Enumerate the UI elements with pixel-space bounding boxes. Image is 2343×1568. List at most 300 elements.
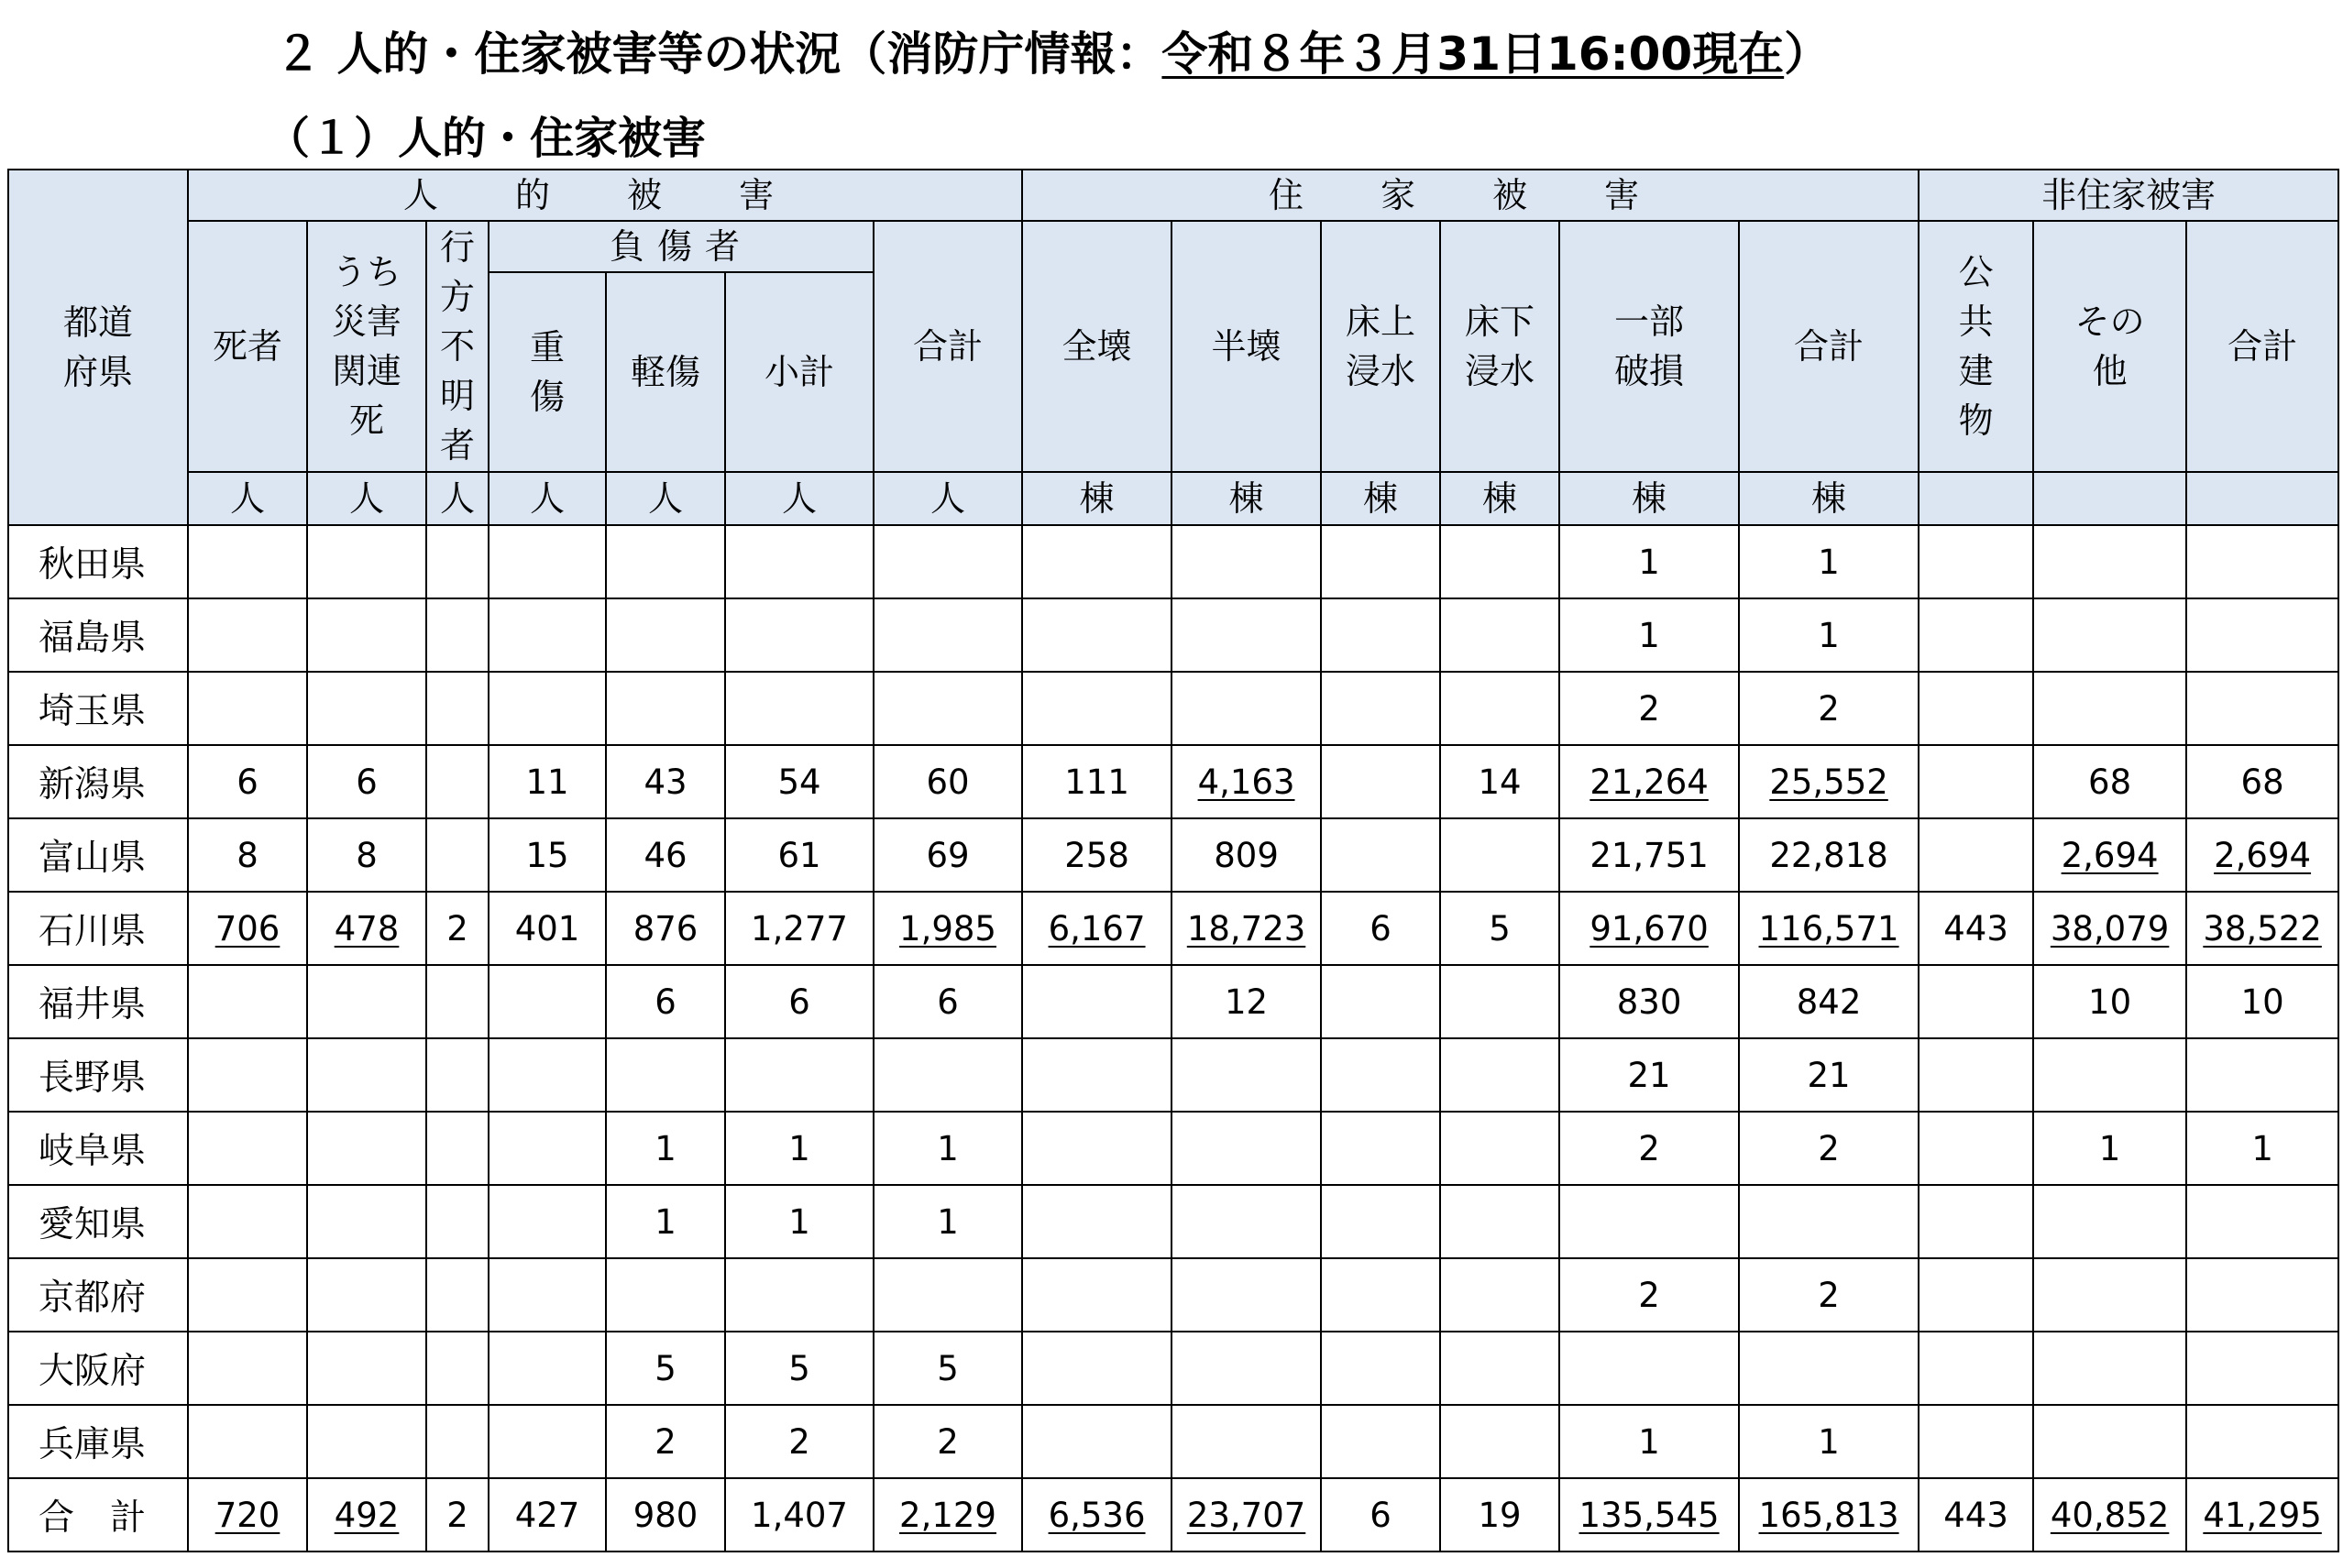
table-cell bbox=[489, 525, 606, 598]
cell-value: 6 bbox=[1370, 908, 1392, 948]
table-cell bbox=[1559, 1258, 1739, 1332]
table-row bbox=[8, 1112, 2338, 1185]
cell-value: 46 bbox=[644, 835, 688, 875]
table-cell bbox=[1321, 965, 1440, 1038]
table-cell bbox=[606, 598, 725, 672]
table-cell bbox=[426, 525, 489, 598]
table-cell bbox=[1919, 1478, 2033, 1552]
table-cell bbox=[188, 1185, 307, 1258]
cell-value: 2 bbox=[1638, 1128, 1660, 1168]
cell-value: 2 bbox=[446, 908, 468, 948]
table-row bbox=[8, 1332, 2338, 1405]
table-cell bbox=[725, 598, 874, 672]
cell-value: 2 bbox=[1638, 688, 1660, 729]
table-cell bbox=[874, 1478, 1022, 1552]
table-cell bbox=[606, 1405, 725, 1478]
cell-value: 111 bbox=[1064, 762, 1129, 802]
cell-value: 43 bbox=[644, 762, 688, 802]
table-row bbox=[8, 965, 2338, 1038]
table-cell bbox=[2186, 818, 2338, 892]
table-cell bbox=[606, 1112, 725, 1185]
header-above-floor-flood: 床上 浸水 bbox=[1321, 221, 1440, 472]
table-cell bbox=[1739, 1258, 1919, 1332]
cell-value: 830 bbox=[1616, 981, 1682, 1022]
table-cell bbox=[725, 1332, 874, 1405]
prefecture-name: 石川県 bbox=[8, 892, 188, 965]
table-cell bbox=[606, 1258, 725, 1332]
cell-value: 68 bbox=[2240, 762, 2284, 802]
unit-cell: 人 bbox=[725, 472, 874, 525]
table-cell bbox=[1321, 818, 1440, 892]
unit-row bbox=[8, 472, 2338, 525]
header-subtotal: 小計 bbox=[725, 272, 874, 472]
table-cell bbox=[725, 1478, 874, 1552]
table-cell bbox=[1022, 672, 1172, 745]
table-cell bbox=[307, 892, 426, 965]
cell-value: 38,522 bbox=[2203, 908, 2322, 948]
table-cell bbox=[307, 1405, 426, 1478]
table-cell bbox=[725, 745, 874, 818]
table-cell bbox=[874, 1405, 1022, 1478]
table-cell bbox=[307, 1478, 426, 1552]
header-below-floor-flood: 床下 浸水 bbox=[1440, 221, 1559, 472]
cell-value: 1,277 bbox=[751, 908, 848, 948]
title-date: 令和８年３月31日16:00現在 bbox=[1161, 27, 1785, 81]
cell-value: 4,163 bbox=[1197, 762, 1295, 802]
table-cell bbox=[725, 965, 874, 1038]
table-row bbox=[8, 818, 2338, 892]
table-cell bbox=[2033, 1258, 2186, 1332]
cell-value: 21,751 bbox=[1590, 835, 1709, 875]
total-row bbox=[8, 1478, 2338, 1552]
cell-value: 61 bbox=[777, 835, 821, 875]
unit-cell: 人 bbox=[188, 472, 307, 525]
cell-value: 69 bbox=[926, 835, 970, 875]
cell-value: 25,552 bbox=[1769, 762, 1888, 802]
table-cell bbox=[489, 818, 606, 892]
table-row bbox=[8, 1405, 2338, 1478]
table-cell bbox=[1172, 672, 1321, 745]
table-cell bbox=[1559, 818, 1739, 892]
title-suffix: ） bbox=[1784, 27, 1831, 81]
cell-value: 40,852 bbox=[2050, 1495, 2170, 1535]
table-cell bbox=[489, 745, 606, 818]
table-cell bbox=[1022, 818, 1172, 892]
table-cell bbox=[1022, 892, 1172, 965]
unit-cell: 棟 bbox=[1559, 472, 1739, 525]
table-cell bbox=[606, 1478, 725, 1552]
table-cell bbox=[1022, 745, 1172, 818]
unit-cell: 棟 bbox=[1172, 472, 1321, 525]
cell-value: 18,723 bbox=[1186, 908, 1306, 948]
table-cell bbox=[1739, 672, 1919, 745]
table-row bbox=[8, 1185, 2338, 1258]
table-cell bbox=[1919, 525, 2033, 598]
header-nonres-total: 合計 bbox=[2186, 221, 2338, 472]
table-cell bbox=[1321, 1332, 1440, 1405]
table-cell bbox=[2186, 1038, 2338, 1112]
table-cell bbox=[874, 1258, 1022, 1332]
table-cell bbox=[1440, 672, 1559, 745]
header-minor: 軽傷 bbox=[606, 272, 725, 472]
table-cell bbox=[606, 818, 725, 892]
cell-value: 1 bbox=[1818, 542, 1840, 582]
table-cell bbox=[1022, 1332, 1172, 1405]
table-cell bbox=[874, 1038, 1022, 1112]
cell-value: 38,079 bbox=[2050, 908, 2170, 948]
table-cell bbox=[1321, 1405, 1440, 1478]
cell-value: 60 bbox=[926, 762, 970, 802]
table-cell bbox=[1919, 1258, 2033, 1332]
table-cell bbox=[1321, 745, 1440, 818]
table-cell bbox=[2033, 745, 2186, 818]
table-cell bbox=[188, 745, 307, 818]
table-cell bbox=[1172, 1185, 1321, 1258]
table-row bbox=[8, 745, 2338, 818]
cell-value: 5 bbox=[654, 1348, 676, 1388]
header-house-damage: 住 家 被 害 bbox=[1022, 170, 1919, 221]
table-header bbox=[8, 170, 2338, 525]
table-cell bbox=[1440, 1258, 1559, 1332]
table-row bbox=[8, 1258, 2338, 1332]
cell-value: 135,545 bbox=[1578, 1495, 1720, 1535]
cell-value: 10 bbox=[2088, 981, 2132, 1022]
table-cell bbox=[489, 1258, 606, 1332]
header-human-total: 合計 bbox=[874, 221, 1022, 472]
table-cell bbox=[606, 1038, 725, 1112]
table-cell bbox=[1321, 1112, 1440, 1185]
cell-value: 6 bbox=[236, 762, 258, 802]
table-cell bbox=[489, 1038, 606, 1112]
table-cell bbox=[1739, 1038, 1919, 1112]
table-cell bbox=[606, 1185, 725, 1258]
table-cell bbox=[1022, 525, 1172, 598]
cell-value: 1 bbox=[1818, 1421, 1840, 1462]
table-cell bbox=[606, 525, 725, 598]
cell-value: 11 bbox=[525, 762, 569, 802]
table-cell bbox=[1172, 1038, 1321, 1112]
cell-value: 2,694 bbox=[2061, 835, 2159, 875]
table-cell bbox=[1440, 1405, 1559, 1478]
table-cell bbox=[426, 1332, 489, 1405]
unit-cell bbox=[2033, 472, 2186, 525]
cell-value: 2,694 bbox=[2214, 835, 2312, 875]
cell-value: 12 bbox=[1225, 981, 1269, 1022]
table-cell bbox=[725, 1405, 874, 1478]
unit-cell bbox=[1919, 472, 2033, 525]
header-total-collapse: 全壊 bbox=[1022, 221, 1172, 472]
prefecture-name: 岐阜県 bbox=[8, 1112, 188, 1185]
cell-value: 1 bbox=[937, 1128, 959, 1168]
table-cell bbox=[2033, 965, 2186, 1038]
table-cell bbox=[2186, 1478, 2338, 1552]
table-cell bbox=[1440, 818, 1559, 892]
table-cell bbox=[1559, 672, 1739, 745]
table-cell bbox=[1022, 1478, 1172, 1552]
table-row bbox=[8, 892, 2338, 965]
table-cell bbox=[188, 818, 307, 892]
unit-cell: 棟 bbox=[1321, 472, 1440, 525]
table-cell bbox=[426, 965, 489, 1038]
cell-value: 21 bbox=[1627, 1055, 1671, 1095]
unit-cell: 人 bbox=[874, 472, 1022, 525]
table-cell bbox=[426, 598, 489, 672]
table-cell bbox=[1440, 1478, 1559, 1552]
table-cell bbox=[489, 1185, 606, 1258]
table-cell bbox=[1321, 1258, 1440, 1332]
cell-value: 492 bbox=[334, 1495, 400, 1535]
header-other: その 他 bbox=[2033, 221, 2186, 472]
cell-value: 809 bbox=[1214, 835, 1279, 875]
table-cell bbox=[874, 672, 1022, 745]
table-cell bbox=[188, 1405, 307, 1478]
table-row bbox=[8, 525, 2338, 598]
cell-value: 19 bbox=[1478, 1495, 1522, 1535]
cell-value: 401 bbox=[514, 908, 580, 948]
cell-value: 1 bbox=[2098, 1128, 2121, 1168]
table-cell bbox=[1321, 525, 1440, 598]
table-cell bbox=[2033, 1478, 2186, 1552]
cell-value: 15 bbox=[525, 835, 569, 875]
cell-value: 23,707 bbox=[1186, 1495, 1306, 1535]
table-cell bbox=[1172, 1258, 1321, 1332]
cell-value: 21,264 bbox=[1590, 762, 1709, 802]
table-cell bbox=[1022, 1258, 1172, 1332]
cell-value: 1 bbox=[1818, 615, 1840, 655]
table-cell bbox=[1559, 745, 1739, 818]
cell-value: 1 bbox=[1638, 1421, 1660, 1462]
table-cell bbox=[874, 1185, 1022, 1258]
table-cell bbox=[2186, 965, 2338, 1038]
table-cell bbox=[489, 598, 606, 672]
cell-value: 2 bbox=[937, 1421, 959, 1462]
table-cell bbox=[1919, 965, 2033, 1038]
cell-value: 6 bbox=[356, 762, 378, 802]
table-cell bbox=[426, 1258, 489, 1332]
unit-cell bbox=[2186, 472, 2338, 525]
table-cell bbox=[725, 1185, 874, 1258]
table-cell bbox=[1321, 598, 1440, 672]
table-cell bbox=[2033, 1112, 2186, 1185]
table-row bbox=[8, 598, 2338, 672]
table-cell bbox=[307, 745, 426, 818]
cell-value: 21 bbox=[1807, 1055, 1851, 1095]
table-cell bbox=[426, 1112, 489, 1185]
table-row bbox=[8, 1038, 2338, 1112]
cell-value: 842 bbox=[1796, 981, 1862, 1022]
table-cell bbox=[1022, 1038, 1172, 1112]
unit-cell: 人 bbox=[307, 472, 426, 525]
unit-cell: 人 bbox=[426, 472, 489, 525]
table-cell bbox=[725, 1112, 874, 1185]
table-cell bbox=[188, 892, 307, 965]
cell-value: 2 bbox=[654, 1421, 676, 1462]
table-cell bbox=[1321, 1478, 1440, 1552]
table-cell bbox=[188, 1258, 307, 1332]
table-cell bbox=[1739, 1478, 1919, 1552]
table-cell bbox=[1022, 1405, 1172, 1478]
table-cell bbox=[2033, 525, 2186, 598]
table-cell bbox=[426, 672, 489, 745]
table-cell bbox=[606, 672, 725, 745]
cell-value: 22,818 bbox=[1769, 835, 1888, 875]
prefecture-name: 愛知県 bbox=[8, 1185, 188, 1258]
table-cell bbox=[489, 1405, 606, 1478]
table-cell bbox=[1739, 1405, 1919, 1478]
table-cell bbox=[307, 1185, 426, 1258]
prefecture-name: 福井県 bbox=[8, 965, 188, 1038]
table-cell bbox=[1559, 598, 1739, 672]
cell-value: 876 bbox=[632, 908, 698, 948]
table-cell bbox=[1739, 525, 1919, 598]
prefecture-name: 京都府 bbox=[8, 1258, 188, 1332]
table-cell bbox=[307, 1112, 426, 1185]
cell-value: 2 bbox=[788, 1421, 810, 1462]
table-cell bbox=[188, 965, 307, 1038]
header-nonresidential-damage: 非住家被害 bbox=[1919, 170, 2338, 221]
title-prefix: ２ 人的・住家被害等の状況（消防庁情報： bbox=[275, 27, 1162, 81]
cell-value: 2,129 bbox=[899, 1495, 996, 1535]
table-cell bbox=[307, 598, 426, 672]
table-cell bbox=[1919, 1332, 2033, 1405]
prefecture-name: 福島県 bbox=[8, 598, 188, 672]
table-cell bbox=[1559, 965, 1739, 1038]
cell-value: 1,407 bbox=[751, 1495, 848, 1535]
table-cell bbox=[307, 672, 426, 745]
cell-value: 2 bbox=[1818, 1275, 1840, 1315]
header-house-total: 合計 bbox=[1739, 221, 1919, 472]
table-cell bbox=[1022, 1112, 1172, 1185]
header-serious: 重 傷 bbox=[489, 272, 606, 472]
table-cell bbox=[489, 1478, 606, 1552]
table-cell bbox=[1739, 745, 1919, 818]
table-cell bbox=[426, 1038, 489, 1112]
table-cell bbox=[874, 1112, 1022, 1185]
table-cell bbox=[1559, 1332, 1739, 1405]
table-cell bbox=[1172, 1405, 1321, 1478]
table-cell bbox=[1172, 818, 1321, 892]
table-cell bbox=[1919, 598, 2033, 672]
prefecture-name: 新潟県 bbox=[8, 745, 188, 818]
prefecture-name: 兵庫県 bbox=[8, 1405, 188, 1478]
table-cell bbox=[426, 1478, 489, 1552]
prefecture-name: 埼玉県 bbox=[8, 672, 188, 745]
table-cell bbox=[2186, 1332, 2338, 1405]
table-cell bbox=[489, 892, 606, 965]
cell-value: 2 bbox=[1818, 688, 1840, 729]
table-cell bbox=[2186, 1405, 2338, 1478]
cell-value: 1 bbox=[788, 1128, 810, 1168]
table-cell bbox=[1440, 1185, 1559, 1258]
table-cell bbox=[606, 892, 725, 965]
table-cell bbox=[426, 1185, 489, 1258]
table-cell bbox=[188, 598, 307, 672]
cell-value: 1 bbox=[2251, 1128, 2273, 1168]
table-cell bbox=[1321, 672, 1440, 745]
cell-value: 5 bbox=[1489, 908, 1511, 948]
cell-value: 2 bbox=[446, 1495, 468, 1535]
cell-value: 6 bbox=[654, 981, 676, 1022]
table-cell bbox=[307, 1258, 426, 1332]
table-cell bbox=[188, 672, 307, 745]
cell-value: 6 bbox=[1370, 1495, 1392, 1535]
section-subtitle: （１）人的・住家被害 bbox=[266, 113, 707, 164]
table-cell bbox=[1321, 1038, 1440, 1112]
cell-value: 91,670 bbox=[1590, 908, 1709, 948]
cell-value: 6,536 bbox=[1048, 1495, 1146, 1535]
table-cell bbox=[188, 1478, 307, 1552]
cell-value: 41,295 bbox=[2203, 1495, 2322, 1535]
cell-value: 258 bbox=[1064, 835, 1129, 875]
table-cell bbox=[2186, 1112, 2338, 1185]
table-cell bbox=[1559, 1478, 1739, 1552]
table-cell bbox=[1919, 818, 2033, 892]
cell-value: 6 bbox=[788, 981, 810, 1022]
table-cell bbox=[606, 1332, 725, 1405]
cell-value: 6,167 bbox=[1048, 908, 1146, 948]
table-cell bbox=[1440, 892, 1559, 965]
header-half-collapse: 半壊 bbox=[1172, 221, 1321, 472]
cell-value: 1 bbox=[788, 1201, 810, 1242]
table-cell bbox=[307, 965, 426, 1038]
cell-value: 1 bbox=[1638, 615, 1660, 655]
table-cell bbox=[874, 598, 1022, 672]
cell-value: 1 bbox=[1638, 542, 1660, 582]
table-cell bbox=[1739, 598, 1919, 672]
table-cell bbox=[1739, 965, 1919, 1038]
page-title bbox=[275, 20, 1830, 88]
cell-value: 165,813 bbox=[1758, 1495, 1899, 1535]
header-disaster-related: うち 災害 関連 死 bbox=[307, 221, 426, 472]
table-cell bbox=[1919, 745, 2033, 818]
table-cell bbox=[489, 965, 606, 1038]
table-cell bbox=[1172, 745, 1321, 818]
table-cell bbox=[725, 1038, 874, 1112]
table-cell bbox=[1440, 598, 1559, 672]
header-dead: 死者 bbox=[188, 221, 307, 472]
table-cell bbox=[606, 745, 725, 818]
cell-value: 2 bbox=[1818, 1128, 1840, 1168]
header-missing: 行 方 不 明 者 bbox=[426, 221, 489, 472]
table-cell bbox=[2033, 892, 2186, 965]
table-cell bbox=[489, 1332, 606, 1405]
table-cell bbox=[874, 818, 1022, 892]
header-partial-damage: 一部 破損 bbox=[1559, 221, 1739, 472]
cell-value: 1,985 bbox=[899, 908, 996, 948]
table-cell bbox=[426, 1405, 489, 1478]
table-cell bbox=[1739, 892, 1919, 965]
cell-value: 6 bbox=[937, 981, 959, 1022]
cell-value: 5 bbox=[788, 1348, 810, 1388]
table-cell bbox=[188, 1112, 307, 1185]
prefecture-name: 秋田県 bbox=[8, 525, 188, 598]
table-cell bbox=[606, 965, 725, 1038]
cell-value: 1 bbox=[654, 1201, 676, 1242]
prefecture-name: 合 計 bbox=[8, 1478, 188, 1552]
table-cell bbox=[725, 525, 874, 598]
table-cell bbox=[1559, 1038, 1739, 1112]
table-cell bbox=[426, 745, 489, 818]
table-cell bbox=[2033, 672, 2186, 745]
prefecture-name: 大阪府 bbox=[8, 1332, 188, 1405]
table-cell bbox=[307, 818, 426, 892]
table-cell bbox=[1559, 1405, 1739, 1478]
cell-value: 1 bbox=[654, 1128, 676, 1168]
cell-value: 5 bbox=[937, 1348, 959, 1388]
unit-cell: 棟 bbox=[1022, 472, 1172, 525]
table-cell bbox=[2186, 525, 2338, 598]
cell-value: 443 bbox=[1943, 1495, 2008, 1535]
